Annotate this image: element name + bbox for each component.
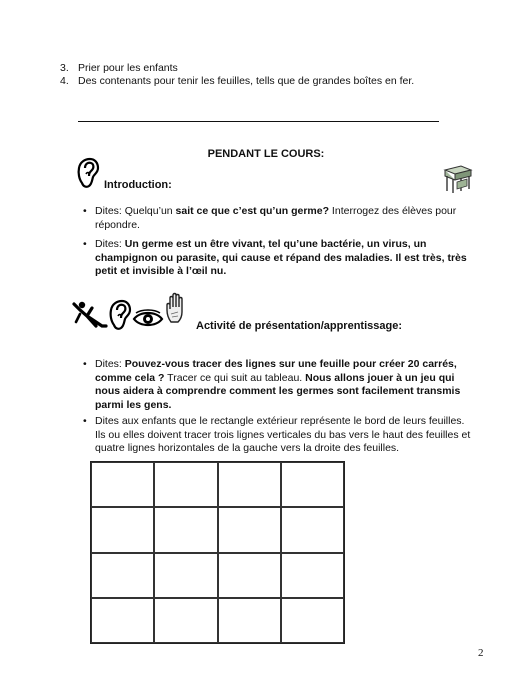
grid-cell xyxy=(281,598,344,643)
grid-cell xyxy=(154,598,217,643)
bullet-activity-1 xyxy=(95,358,475,412)
ear-icon xyxy=(108,299,132,331)
grid-cell xyxy=(281,507,344,552)
list-item-3 xyxy=(60,62,178,75)
grid-cell xyxy=(91,507,154,552)
bullet-intro-1 xyxy=(95,205,475,232)
bullet-bold-text: Pouvez-vous tracer des lignes sur une feuille pour créer 20 carrés, comme cela ? xyxy=(95,358,457,384)
grid-cell xyxy=(218,598,281,643)
bullet-text: Interrogez des élèves pour répondre. xyxy=(95,205,457,231)
introduction-heading: Introduction: xyxy=(104,179,172,191)
bullet-text: Dites: xyxy=(95,238,125,250)
section-title: PENDANT LE COURS: xyxy=(207,148,325,160)
bullet-text: Tracer ce qui suit au tableau. xyxy=(164,371,306,384)
grid-cell xyxy=(91,553,154,598)
hand-icon xyxy=(164,292,190,324)
grid-cell xyxy=(91,598,154,643)
bullet-text: Dites: xyxy=(95,358,125,370)
squares-grid xyxy=(90,461,345,644)
grid-cell xyxy=(218,507,281,552)
bullet-activity-2: • Dites aux enfants que le rectangle extérieur représente le bord de leurs feuilles. Ils ou elles doivent tracer trois lignes verticales du bas vers le haut des feuilles et quatre lignes horizontales de la gauche vers la droite des feuilles. xyxy=(95,415,475,456)
grid-cell xyxy=(218,553,281,598)
activity-heading: Activité de présentation/apprentissage: xyxy=(196,320,402,332)
grid-cell xyxy=(91,462,154,507)
list-number: 4. xyxy=(60,75,69,87)
list-number: 3. xyxy=(60,62,69,74)
bullet-bold-text: Nous allons jouer à un jeu qui nous aidera à comprendre comment les germes sont facilement transmis parmi les gens. xyxy=(95,371,461,411)
page-number: 2 xyxy=(478,647,484,659)
list-text: Des contenants pour tenir les feuilles, tells que de grandes boîtes en fer. xyxy=(78,75,415,87)
list-text: Prier pour les enfants xyxy=(78,62,178,74)
grid-cell xyxy=(154,553,217,598)
grid-cell xyxy=(281,462,344,507)
eye-icon xyxy=(132,309,164,329)
grid-cell xyxy=(281,553,344,598)
horizontal-divider xyxy=(78,121,439,122)
grid-cell xyxy=(154,507,217,552)
grid-cell xyxy=(154,462,217,507)
desk-icon xyxy=(441,164,475,194)
bullet-bold-text: sait ce que c’est qu’un germe? xyxy=(175,205,330,217)
list-item-4 xyxy=(60,75,414,88)
stretching-person-icon xyxy=(72,300,108,330)
ear-icon xyxy=(76,157,100,189)
bullet-bold-text: Un germe est un être vivant, tel qu’une bactérie, un virus, un champignon ou parasite, qui cause et répand des maladies. Il est très, très petit et invisible à l’œil nu. xyxy=(95,238,467,277)
grid-cell xyxy=(218,462,281,507)
bullet-text: Dites: Quelqu’un xyxy=(95,205,176,217)
bullet-intro-2 xyxy=(95,238,475,279)
